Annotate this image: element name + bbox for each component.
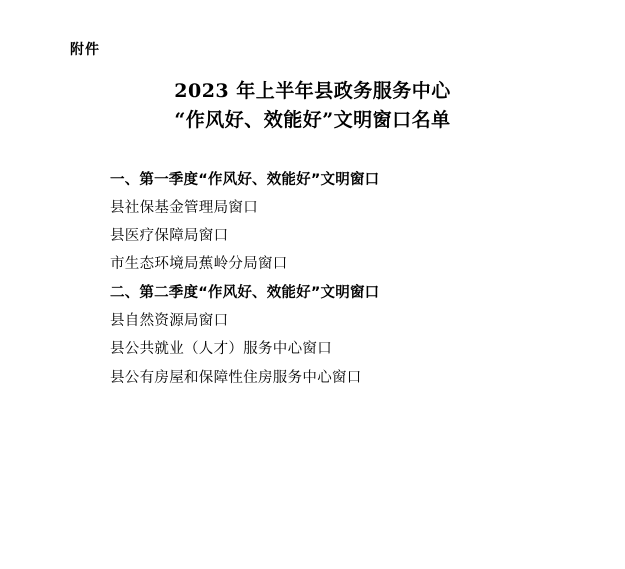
list-item: 县社保基金管理局窗口 — [110, 199, 258, 216]
list-item: 县公有房屋和保障性住房服务中心窗口 — [110, 369, 362, 386]
section-heading-quarter-2: 二、第二季度“作风好、效能好”文明窗口 — [110, 284, 380, 301]
section-group-2 — [110, 279, 555, 392]
list-item: 县公共就业（人才）服务中心窗口 — [110, 341, 332, 358]
section-heading-quarter-1: 一、第一季度“作风好、效能好”文明窗口 — [110, 171, 380, 188]
list-item: 县医疗保障局窗口 — [110, 228, 229, 245]
list-item: 县自然资源局窗口 — [110, 313, 229, 329]
section-group-1 — [110, 166, 555, 279]
page-title-line-1: 2023 年上半年县政务服务中心 — [174, 79, 451, 102]
attachment-label: 附件 — [70, 42, 100, 58]
page-title — [70, 77, 555, 136]
document-body — [70, 166, 555, 392]
page-title-line-2: “作风好、效能好”文明窗口名单 — [174, 109, 451, 132]
list-item: 市生态环境局蕉岭分局窗口 — [110, 256, 288, 273]
